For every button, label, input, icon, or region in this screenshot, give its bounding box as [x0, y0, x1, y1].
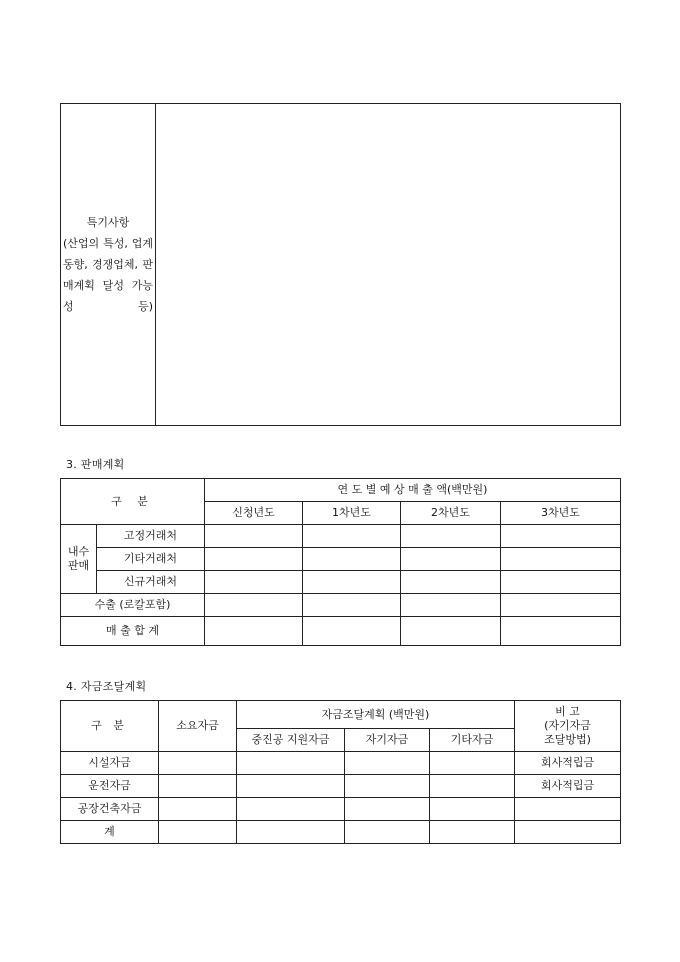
sales-row-label: 기타거래처: [97, 548, 205, 571]
sales-cell[interactable]: [501, 617, 621, 646]
sales-cell[interactable]: [401, 617, 501, 646]
sales-header-category: 구 분: [61, 479, 205, 525]
domestic-sales-label: 내수 판매: [61, 525, 97, 594]
funding-remarks-line: 비 고: [555, 705, 580, 718]
funding-remark: [515, 821, 621, 844]
funding-cell[interactable]: [345, 775, 430, 798]
funding-cell[interactable]: [345, 821, 430, 844]
funding-plan-column: 기타자금: [430, 729, 515, 752]
funding-cell[interactable]: [237, 798, 345, 821]
sales-cell[interactable]: [501, 548, 621, 571]
funding-cell[interactable]: [345, 798, 430, 821]
funding-cell[interactable]: [430, 821, 515, 844]
funding-plan-column: 중진공 지원자금: [237, 729, 345, 752]
funding-plan-table: [60, 700, 621, 844]
sales-year-header: 2차년도: [401, 502, 501, 525]
funding-plan-column: 자기자금: [345, 729, 430, 752]
funding-cell[interactable]: [159, 821, 237, 844]
sales-plan-table: [60, 478, 621, 646]
special-notes-table: [60, 103, 621, 426]
funding-remarks-line: (자기자금: [544, 719, 591, 732]
special-notes-title: 특기사항: [86, 216, 130, 229]
funding-cell[interactable]: [159, 798, 237, 821]
funding-remark: 회사적립금: [515, 752, 621, 775]
funding-cell[interactable]: [430, 798, 515, 821]
funding-cell[interactable]: [237, 821, 345, 844]
funding-plan-title: 4. 자금조달계획: [66, 680, 147, 693]
sales-cell[interactable]: [501, 571, 621, 594]
funding-header-category: 구 분: [61, 701, 159, 752]
funding-header-remarks: [515, 701, 621, 752]
sales-cell[interactable]: [501, 525, 621, 548]
sales-cell[interactable]: [303, 594, 401, 617]
sales-cell[interactable]: [303, 548, 401, 571]
sales-cell[interactable]: [401, 525, 501, 548]
funding-cell[interactable]: [430, 775, 515, 798]
sales-row-label: 신규거래처: [97, 571, 205, 594]
funding-remarks-line: 조달방법): [544, 733, 591, 746]
funding-row-label: 운전자금: [61, 775, 159, 798]
sales-cell[interactable]: [205, 617, 303, 646]
sales-cell[interactable]: [205, 594, 303, 617]
sales-cell[interactable]: [401, 594, 501, 617]
sales-cell[interactable]: [401, 548, 501, 571]
funding-remark: [515, 798, 621, 821]
funding-row-label: 공장건축자금: [61, 798, 159, 821]
sales-cell[interactable]: [303, 525, 401, 548]
funding-cell[interactable]: [237, 775, 345, 798]
funding-cell[interactable]: [430, 752, 515, 775]
funding-cell[interactable]: [159, 752, 237, 775]
funding-cell[interactable]: [345, 752, 430, 775]
special-notes-content[interactable]: [156, 104, 621, 426]
sales-cell[interactable]: [401, 571, 501, 594]
sales-cell[interactable]: [205, 548, 303, 571]
sales-year-header: 3차년도: [501, 502, 621, 525]
funding-header-plan: 자금조달계획 (백만원): [237, 701, 515, 729]
sales-plan-title: 3. 판매계획: [66, 458, 125, 471]
sales-cell[interactable]: [501, 594, 621, 617]
funding-remark: 회사적립금: [515, 775, 621, 798]
sales-total-label: 매 출 합 계: [61, 617, 205, 646]
special-notes-description: (산업의 특성, 업계동향, 경쟁업체, 판매계획 달성 가능성 등): [63, 237, 153, 313]
funding-total-label: 계: [61, 821, 159, 844]
sales-cell[interactable]: [205, 571, 303, 594]
funding-cell[interactable]: [159, 775, 237, 798]
sales-year-header: 1차년도: [303, 502, 401, 525]
funding-header-required: 소요자금: [159, 701, 237, 752]
funding-row-label: 시설자금: [61, 752, 159, 775]
export-sales-label: 수출 (로칼포함): [61, 594, 205, 617]
special-notes-label: [61, 104, 156, 426]
sales-cell[interactable]: [303, 571, 401, 594]
sales-cell[interactable]: [205, 525, 303, 548]
funding-cell[interactable]: [237, 752, 345, 775]
sales-cell[interactable]: [303, 617, 401, 646]
sales-year-header: 신청년도: [205, 502, 303, 525]
sales-row-label: 고정거래처: [97, 525, 205, 548]
sales-header-annual: 연 도 별 예 상 매 출 액(백만원): [205, 479, 621, 502]
